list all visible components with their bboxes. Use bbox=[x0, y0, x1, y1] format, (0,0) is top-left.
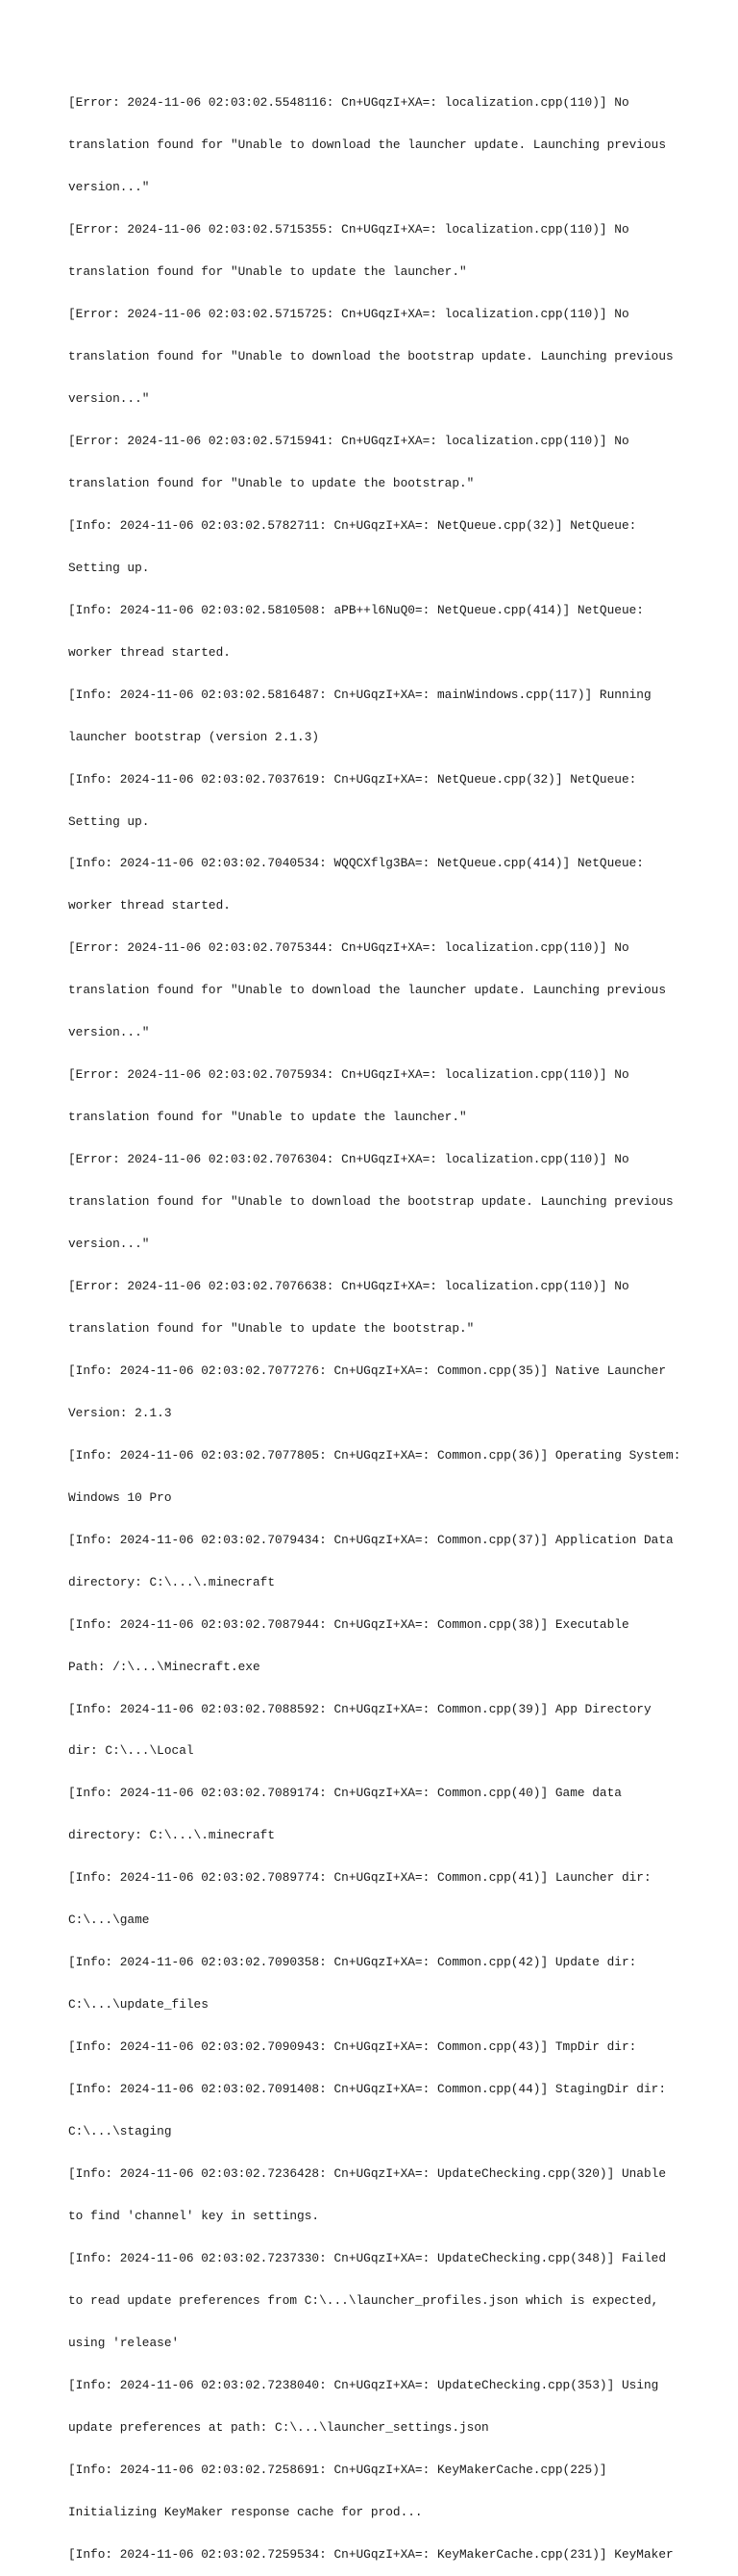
log-line: Windows 10 Pro bbox=[68, 1489, 172, 1505]
log-line: [Error: 2024-11-06 02:03:02.5715725: Cn+UGqzI+XA=: localization.cpp(110)] No bbox=[68, 307, 629, 322]
log-line: [Info: 2024-11-06 02:03:02.7236428: Cn+UGqzI+XA=: UpdateChecking.cpp(320)] Unable bbox=[68, 2166, 667, 2182]
log-line: [Info: 2024-11-06 02:03:02.7090943: Cn+UGqzI+XA=: Common.cpp(43)] TmpDir dir: bbox=[68, 2039, 637, 2055]
log-line: to find 'channel' key in settings. bbox=[68, 2208, 320, 2223]
log-line: [Info: 2024-11-06 02:03:02.7079434: Cn+UGqzI+XA=: Common.cpp(37)] Application Data bbox=[68, 1532, 674, 1547]
log-line: translation found for "Unable to update the launcher." bbox=[68, 264, 467, 280]
log-line: [Info: 2024-11-06 02:03:02.7089774: Cn+UGqzI+XA=: Common.cpp(41)] Launcher dir: bbox=[68, 1870, 652, 1886]
log-line: [Info: 2024-11-06 02:03:02.5782711: Cn+UGqzI+XA=: NetQueue.cpp(32)] NetQueue: bbox=[68, 517, 637, 533]
log-line: [Info: 2024-11-06 02:03:02.7090358: Cn+UGqzI+XA=: Common.cpp(42)] Update dir: bbox=[68, 1955, 637, 1970]
log-line: [Error: 2024-11-06 02:03:02.5715941: Cn+UGqzI+XA=: localization.cpp(110)] No bbox=[68, 433, 629, 448]
log-line: [Info: 2024-11-06 02:03:02.7040534: WQQCXflg3BA=: NetQueue.cpp(414)] NetQueue: bbox=[68, 856, 644, 871]
log-line: directory: C:\...\.minecraft bbox=[68, 1574, 276, 1589]
log-line: using 'release' bbox=[68, 2335, 180, 2350]
log-line: [Info: 2024-11-06 02:03:02.7037619: Cn+UGqzI+XA=: NetQueue.cpp(32)] NetQueue: bbox=[68, 771, 637, 787]
log-line: [Info: 2024-11-06 02:03:02.7238040: Cn+UGqzI+XA=: UpdateChecking.cpp(353)] Using bbox=[68, 2377, 659, 2392]
log-line: directory: C:\...\.minecraft bbox=[68, 1828, 276, 1843]
log-line: Path: /:\...\Minecraft.exe bbox=[68, 1659, 260, 1674]
log-line: [Info: 2024-11-06 02:03:02.7087944: Cn+UGqzI+XA=: Common.cpp(38)] Executable bbox=[68, 1616, 629, 1632]
log-line: version..." bbox=[68, 180, 150, 195]
log-line: launcher bootstrap (version 2.1.3) bbox=[68, 729, 320, 744]
log-line: version..." bbox=[68, 1237, 150, 1252]
log-line: [Error: 2024-11-06 02:03:02.7075934: Cn+UGqzI+XA=: localization.cpp(110)] No bbox=[68, 1067, 629, 1083]
log-line: [Error: 2024-11-06 02:03:02.7076638: Cn+UGqzI+XA=: localization.cpp(110)] No bbox=[68, 1279, 629, 1293]
log-line: [Error: 2024-11-06 02:03:02.5548116: Cn+UGqzI+XA=: localization.cpp(110)] No bbox=[68, 95, 629, 111]
log-line: worker thread started. bbox=[68, 898, 231, 913]
log-line: worker thread started. bbox=[68, 644, 231, 660]
log-line: [Info: 2024-11-06 02:03:02.7258691: Cn+UGqzI+XA=: KeyMakerCache.cpp(225)] bbox=[68, 2462, 607, 2477]
log-line: version..." bbox=[68, 1025, 150, 1040]
log-line: [Info: 2024-11-06 02:03:02.7259534: Cn+UGqzI+XA=: KeyMakerCache.cpp(231)] KeyMaker bbox=[68, 2546, 674, 2562]
log-line: translation found for "Unable to download the launcher update. Launching previous bbox=[68, 983, 667, 998]
log-line: C:\...\staging bbox=[68, 2124, 172, 2139]
log-line: to read update preferences from C:\...\launcher_profiles.json which is expected, bbox=[68, 2292, 659, 2308]
log-line: [Error: 2024-11-06 02:03:02.5715355: Cn+UGqzI+XA=: localization.cpp(110)] No bbox=[68, 222, 629, 238]
log-line: translation found for "Unable to update the launcher." bbox=[68, 1110, 467, 1125]
log-line: C:\...\update_files bbox=[68, 1997, 209, 2013]
log-line: update preferences at path: C:\...\launcher_settings.json bbox=[68, 2419, 489, 2435]
log-line: [Error: 2024-11-06 02:03:02.7076304: Cn+UGqzI+XA=: localization.cpp(110)] No bbox=[68, 1152, 629, 1167]
log-line: translation found for "Unable to update the bootstrap." bbox=[68, 1320, 475, 1336]
log-line: C:\...\game bbox=[68, 1913, 150, 1928]
log-line: [Info: 2024-11-06 02:03:02.7089174: Cn+UGqzI+XA=: Common.cpp(40)] Game data bbox=[68, 1786, 622, 1801]
log-line: [Info: 2024-11-06 02:03:02.7091408: Cn+UGqzI+XA=: Common.cpp(44)] StagingDir dir: bbox=[68, 2082, 667, 2097]
log-line: [Info: 2024-11-06 02:03:02.5816487: Cn+UGqzI+XA=: mainWindows.cpp(117)] Running bbox=[68, 687, 652, 702]
log-line: Version: 2.1.3 bbox=[68, 1405, 172, 1420]
log-line: [Info: 2024-11-06 02:03:02.7088592: Cn+UGqzI+XA=: Common.cpp(39)] App Directory bbox=[68, 1701, 652, 1716]
log-line: Setting up. bbox=[68, 560, 150, 575]
log-line: translation found for "Unable to download the bootstrap update. Launching previous bbox=[68, 1194, 674, 1210]
log-line: dir: C:\...\Local bbox=[68, 1743, 194, 1759]
log-line: translation found for "Unable to update the bootstrap." bbox=[68, 475, 475, 490]
log-line: translation found for "Unable to download the bootstrap update. Launching previous bbox=[68, 349, 674, 364]
log-line: Setting up. bbox=[68, 813, 150, 829]
log-line: [Error: 2024-11-06 02:03:02.7075344: Cn+UGqzI+XA=: localization.cpp(110)] No bbox=[68, 940, 629, 956]
log-line: [Info: 2024-11-06 02:03:02.7077805: Cn+UGqzI+XA=: Common.cpp(36)] Operating System: bbox=[68, 1447, 681, 1463]
log-line: [Info: 2024-11-06 02:03:02.7077276: Cn+UGqzI+XA=: Common.cpp(35)] Native Launcher bbox=[68, 1363, 667, 1378]
log-line: version..." bbox=[68, 390, 150, 406]
log-line: Initializing KeyMaker response cache for prod... bbox=[68, 2504, 423, 2519]
log-text-page bbox=[68, 68, 683, 2576]
log-line: translation found for "Unable to download the launcher update. Launching previous bbox=[68, 138, 667, 153]
log-line: [Info: 2024-11-06 02:03:02.7237330: Cn+UGqzI+XA=: UpdateChecking.cpp(348)] Failed bbox=[68, 2250, 667, 2265]
log-line: [Info: 2024-11-06 02:03:02.5810508: aPB++l6NuQ0=: NetQueue.cpp(414)] NetQueue: bbox=[68, 602, 644, 617]
